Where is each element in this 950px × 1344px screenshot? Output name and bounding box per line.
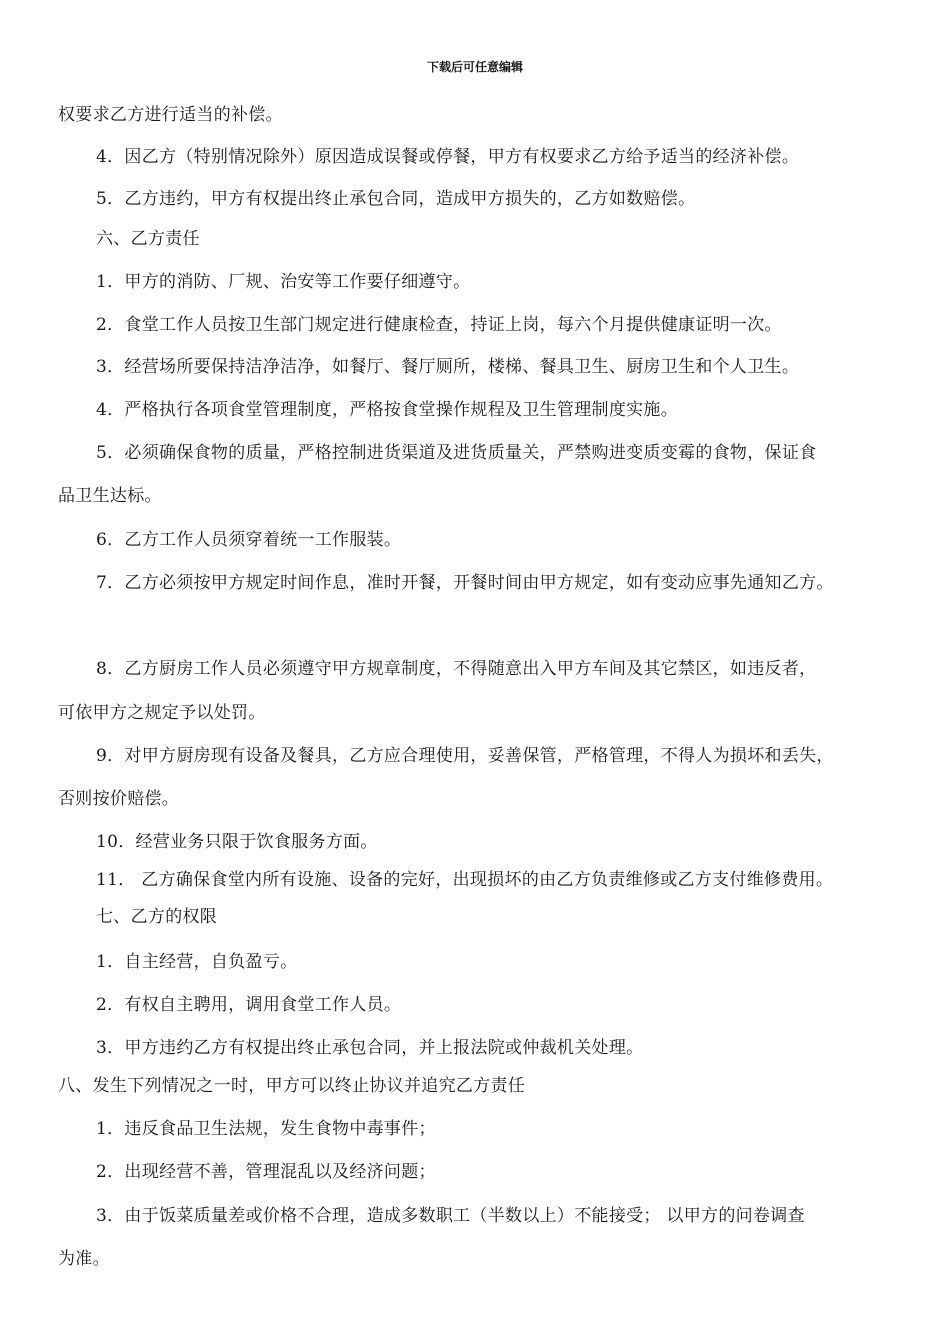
paragraph-line: 2．食堂工作人员按卫生部门规定进行健康检查，持证上岗，每六个月提供健康证明一次。	[96, 315, 782, 335]
paragraph-line: 1．自主经营，自负盈亏。	[96, 952, 298, 972]
paragraph-line: 1．甲方的消防、厂规、治安等工作要仔细遵守。	[96, 272, 471, 292]
paragraph-line: 4．因乙方（特别情况除外）原因造成误餐或停餐，甲方有权要求乙方给予适当的经济补偿。	[96, 147, 800, 167]
paragraph-line: 6．乙方工作人员须穿着统一工作服装。	[96, 530, 402, 550]
paragraph-line: 3．由于饭菜质量差或价格不合理，造成多数职工（半数以上）不能接受； 以甲方的问卷调查	[96, 1206, 805, 1226]
paragraph-line: 3．甲方违约乙方有权提出终止承包合同，并上报法院或仲裁机关处理。	[96, 1038, 644, 1058]
paragraph-line: 权要求乙方进行适当的补偿。	[58, 105, 283, 125]
paragraph-line: 1．违反食品卫生法规，发生食物中毒事件；	[96, 1119, 436, 1139]
paragraph-line: 10．经营业务只限于饮食服务方面。	[96, 832, 378, 852]
section-heading: 八、发生下列情况之一时，甲方可以终止协议并追究乙方责任	[58, 1076, 526, 1096]
paragraph-line: 否则按价赔偿。	[58, 789, 180, 809]
paragraph-line: 2．有权自主聘用，调用食堂工作人员。	[96, 995, 402, 1015]
paragraph-line: 品卫生达标。	[58, 486, 162, 506]
paragraph-line: 可依甲方之规定予以处罚。	[58, 703, 266, 723]
paragraph-line: 7．乙方必须按甲方规定时间作息，准时开餐，开餐时间由甲方规定，如有变动应事先通知乙方。	[96, 573, 834, 593]
paragraph-line: 5．乙方违约，甲方有权提出终止承包合同，造成甲方损失的，乙方如数赔偿。	[96, 189, 696, 209]
paragraph-line: 9．对甲方厨房现有设备及餐具，乙方应合理使用，妥善保管，严格管理，不得人为损坏和丢失，	[96, 746, 834, 766]
paragraph-line: 3．经营场所要保持洁净洁净，如餐厅、餐厅厕所，楼梯、餐具卫生、厨房卫生和个人卫生。	[96, 357, 800, 377]
section-heading: 六、乙方责任	[96, 229, 200, 249]
paragraph-line: 5．必须确保食物的质量，严格控制进货渠道及进货质量关，严禁购进变质变霉的食物，保证食	[96, 443, 817, 463]
paragraph-line: 11． 乙方确保食堂内所有设施、设备的完好，出现损坏的由乙方负责维修或乙方支付维修费用。	[96, 870, 834, 890]
paragraph-line: 8．乙方厨房工作人员必须遵守甲方规章制度，不得随意出入甲方车间及其它禁区，如违反者，	[96, 659, 817, 679]
paragraph-line: 4．严格执行各项食堂管理制度，严格按食堂操作规程及卫生管理制度实施。	[96, 400, 679, 420]
paragraph-line: 2．出现经营不善，管理混乱以及经济问题；	[96, 1162, 436, 1182]
section-heading: 七、乙方的权限	[96, 907, 218, 927]
page-header: 下载后可任意编辑	[426, 60, 523, 74]
paragraph-line: 为准。	[58, 1249, 110, 1269]
